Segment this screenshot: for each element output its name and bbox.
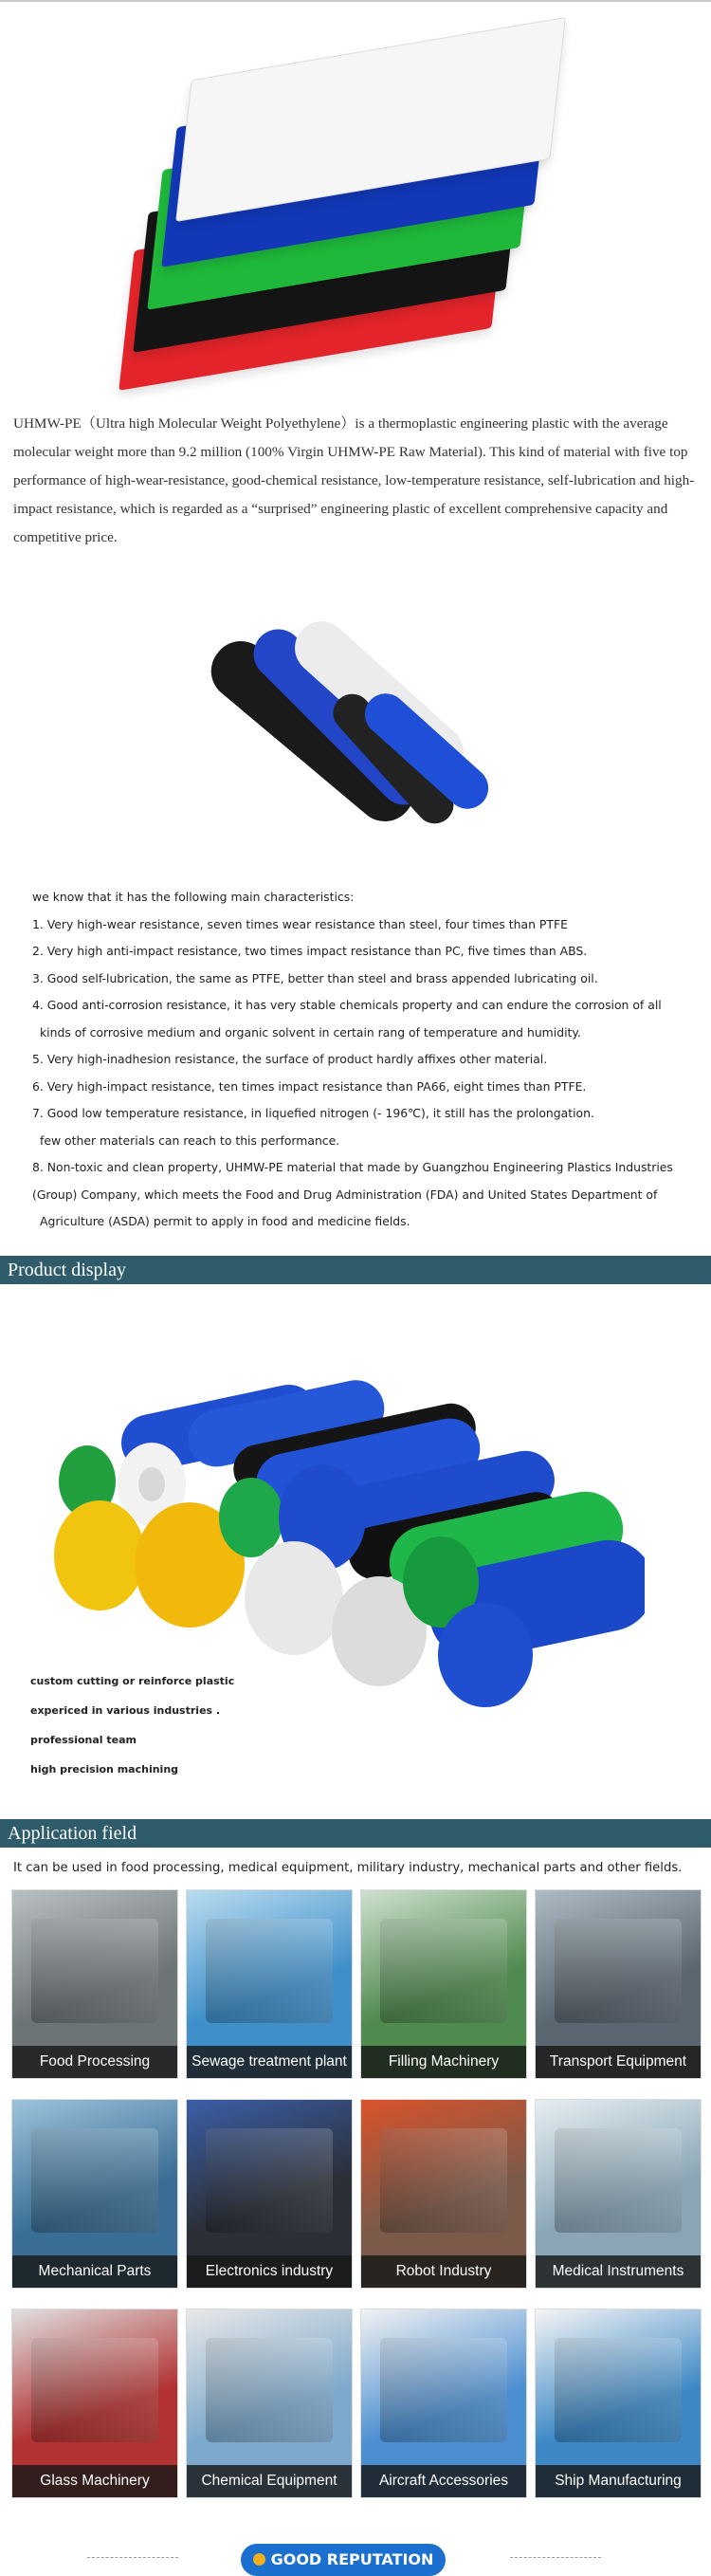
list-item: 8. Non-toxic and clean property, UHMW-PE material that made by Guangzhou Engineering Plastics Industries xyxy=(32,1160,673,1174)
list-item: few other materials can reach to this performance. xyxy=(40,1132,340,1148)
rods-image xyxy=(190,607,512,863)
product-caption: expericed in various industries . xyxy=(30,1704,221,1717)
application-tile[interactable] xyxy=(186,1889,353,2079)
badge-dot-icon xyxy=(253,2553,265,2566)
application-tile[interactable] xyxy=(11,2099,178,2289)
application-photo xyxy=(31,1919,158,2023)
list-item: 4. Good anti-corrosion resistance, it has very stable chemicals property and can endure the corrosion of all xyxy=(32,998,662,1012)
application-tile[interactable] xyxy=(360,2099,527,2289)
rod-ends-illustration xyxy=(47,1337,645,1707)
list-item: Agriculture (ASDA) permit to apply in food and medicine fields. xyxy=(40,1214,410,1228)
application-tile-label: Mechanical Parts xyxy=(12,2255,177,2288)
application-photo xyxy=(380,1919,507,2023)
application-tile[interactable] xyxy=(535,2099,702,2289)
application-photo xyxy=(206,2128,333,2233)
application-tile-label: Glass Machinery xyxy=(12,2465,177,2497)
application-tile[interactable] xyxy=(360,1889,527,2079)
application-tile-label: Transport Equipment xyxy=(536,2046,701,2078)
list-item: 5. Very high-inadhesion resistance, the surface of product hardly affixes other material. xyxy=(32,1052,548,1066)
application-photo xyxy=(380,2128,507,2233)
list-item: 6. Very high-impact resistance, ten times impact resistance than PA66, eight times than PTFE. xyxy=(32,1078,587,1094)
application-photo xyxy=(555,1919,682,2023)
list-item: kinds of corrosive medium and organic solvent in certain rang of temperature and humidity. xyxy=(40,1024,581,1040)
product-caption: high precision machining xyxy=(30,1763,179,1776)
application-tile[interactable] xyxy=(186,2309,353,2498)
intro-paragraph: UHMW-PE（Ultra high Molecular Weight Polyethylene）is a thermoplastic engineering plastic with the average molecular weight more than 9.2 million (100% Virgin UHMW-PE Raw Material). This kind of material with five top performance of high-wear-resistance, good-chemical resistance, low-temperature resistance, self-lubrication and high-impact resistance, which is regarded as a “surprised” engineering plastic of excellent comprehensive capacity and competitive price. xyxy=(13,415,695,545)
application-tile-label: Sewage treatment plant xyxy=(187,2046,352,2078)
list-item: 2. Very high anti-impact resistance, two times impact resistance than PC, five times than ABS. xyxy=(32,944,588,958)
list-item: 3. Good self-lubrication, the same as PTFE, better than steel and brass appended lubricating oil. xyxy=(32,970,598,985)
application-photo xyxy=(31,2338,158,2442)
application-photo xyxy=(555,2338,682,2442)
application-tile-label: Filling Machinery xyxy=(361,2046,526,2078)
application-tile-label: Medical Instruments xyxy=(536,2255,701,2288)
list-item: (Group) Company, which meets the Food and Drug Administration (FDA) and United States Department of xyxy=(32,1187,658,1202)
application-tile-label: Robot Industry xyxy=(361,2255,526,2288)
application-tile-label: Food Processing xyxy=(12,2046,177,2078)
application-tile-label: Chemical Equipment xyxy=(187,2465,352,2497)
top-divider xyxy=(0,0,711,2)
good-reputation-badge xyxy=(241,2544,446,2576)
product-caption: custom cutting or reinforce plastic xyxy=(30,1675,235,1687)
application-tile-label: Aircraft Accessories xyxy=(361,2465,526,2497)
application-subtitle: It can be used in food processing, medical equipment, military industry, mechanical parts and other fields. xyxy=(13,1861,683,1875)
application-tile[interactable] xyxy=(186,2099,353,2289)
application-tile[interactable] xyxy=(11,1889,178,2079)
application-photo xyxy=(206,2338,333,2442)
application-tile[interactable] xyxy=(360,2309,527,2498)
application-tile-label: Ship Manufacturing xyxy=(536,2465,701,2497)
characteristics-heading: we know that it has the following main characteristics: xyxy=(32,890,355,904)
product-display-image xyxy=(47,1337,645,1707)
application-photo xyxy=(555,2128,682,2233)
hero-sheets-image xyxy=(95,9,550,398)
product-display-header: Product display xyxy=(0,1256,711,1284)
list-item: 7. Good low temperature resistance, in liquefied nitrogen (- 196℃), it still has the prolongation. xyxy=(32,1106,594,1120)
left-dashed-divider xyxy=(87,2557,178,2559)
application-field-header: Application field xyxy=(0,1819,711,1848)
application-photo xyxy=(380,2338,507,2442)
application-photo xyxy=(31,2128,158,2233)
characteristics-list xyxy=(32,884,696,1236)
right-dashed-divider xyxy=(510,2557,601,2559)
list-item: 1. Very high-wear resistance, seven times wear resistance than steel, four times than PTFE xyxy=(32,916,568,931)
application-tile-label: Electronics industry xyxy=(187,2255,352,2288)
application-tile[interactable] xyxy=(11,2309,178,2498)
application-photo xyxy=(206,1919,333,2023)
good-reputation-label: GOOD REPUTATION xyxy=(270,2550,434,2568)
product-caption: professional team xyxy=(30,1734,137,1746)
application-tile[interactable] xyxy=(535,1889,702,2079)
application-tile[interactable] xyxy=(535,2309,702,2498)
